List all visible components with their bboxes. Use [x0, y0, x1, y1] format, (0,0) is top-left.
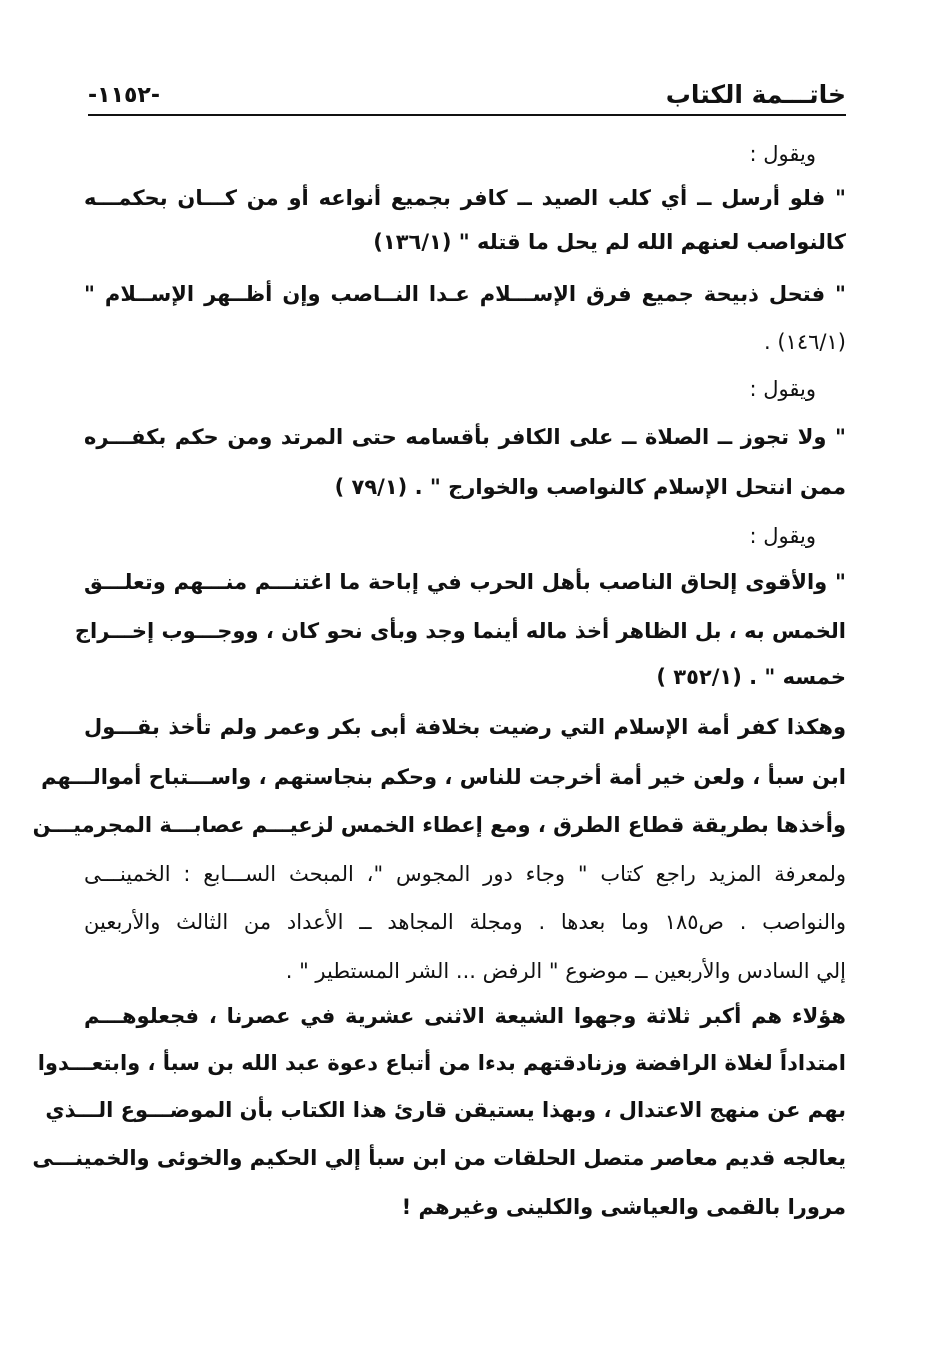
text-line: ويقول : — [749, 142, 816, 166]
text-line: مرورا بالقمى والعياشى والكلينى وغيرهم ! — [401, 1195, 846, 1219]
text-line: خمسه " . (٣٥٢/١ ) — [656, 665, 846, 689]
text-line: الخمس به ، بل الظاهر أخذ ماله أينما وجد وبأى نحو كان ، ووجـــوب إخـــراج — [74, 619, 846, 643]
text-line: " فلو أرسل ــ أي كلب الصيد ــ كافر بجميع أنواعه أو من كـــان بحكمـــه — [84, 186, 846, 210]
text-line: وأخذها بطريقة قطاع الطرق ، ومع إعطاء الخمس لزعيـــم عصابـــة المجرميـــن — [32, 813, 846, 837]
text-line: ويقول : — [749, 377, 816, 401]
page-number: -١١٥٢- — [88, 83, 160, 108]
text-line: ممن انتحل الإسلام كالنواصب والخوارج " . (٧٩/١ ) — [334, 475, 846, 499]
text-line: إلي السادس والأربعين ــ موضوع " الرفض ... الشر المستطير " . — [285, 959, 846, 983]
text-line: ويقول : — [749, 524, 816, 548]
running-title: خاتـــمة الكتاب — [665, 80, 846, 109]
text-line: (١٤٦/١) . — [764, 330, 846, 354]
text-line: " والأقوى إلحاق الناصب بأهل الحرب في إباحة ما اغتنـــم منـــهم وتعلـــق — [84, 570, 846, 594]
text-line: وهكذا كفر أمة الإسلام التي رضيت بخلافة أبى بكر وعمر ولم تأخذ بقـــول — [84, 715, 846, 739]
text-line: ابن سبأ ، ولعن خير أمة أخرجت للناس ، وحكم بنجاستهم ، واســـتباح أموالـــهم — [41, 765, 846, 789]
text-line: كالنواصب لعنهم الله لم يحل ما قتله " (١٣٦/١) — [373, 230, 846, 254]
page-header — [88, 80, 846, 116]
text-line: " ولا تجوز ــ الصلاة ــ على الكافر بأقسامه حتى المرتد ومن حكم بكفـــره — [84, 425, 846, 449]
text-line: امتداداً لغلاة الرافضة وزنادقتهم بدءا من أتباع دعوة عبد الله بن سبأ ، وابتعـــدوا — [37, 1051, 846, 1075]
text-line: بهم عن منهج الاعتدال ، وبهذا يستيقن قارئ هذا الكتاب بأن الموضـــوع الـــذي — [45, 1098, 846, 1122]
text-line: والنواصب . ص١٨٥ وما بعدها . ومجلة المجاهد ــ الأعداد من الثالث والأربعين — [84, 910, 846, 934]
text-line: يعالجه قديم معاصر متصل الحلقات من ابن سبأ إلي الحكيم والخوئى والخمينـــى — [32, 1146, 846, 1170]
text-line: ولمعرفة المزيد راجع كتاب " وجاء دور المجوس "، المبحث الســـابع : الخمينـــى — [84, 862, 846, 886]
text-line: " فتحل ذبيحة جميع فرق الإســـلام عـدا النــاصب وإن أظــهر الإســلام " — [84, 282, 846, 306]
text-line: هؤلاء هم أكبر ثلاثة وجهوا الشيعة الاثنى عشرية في عصرنا ، فجعلوهـــم — [84, 1004, 846, 1028]
